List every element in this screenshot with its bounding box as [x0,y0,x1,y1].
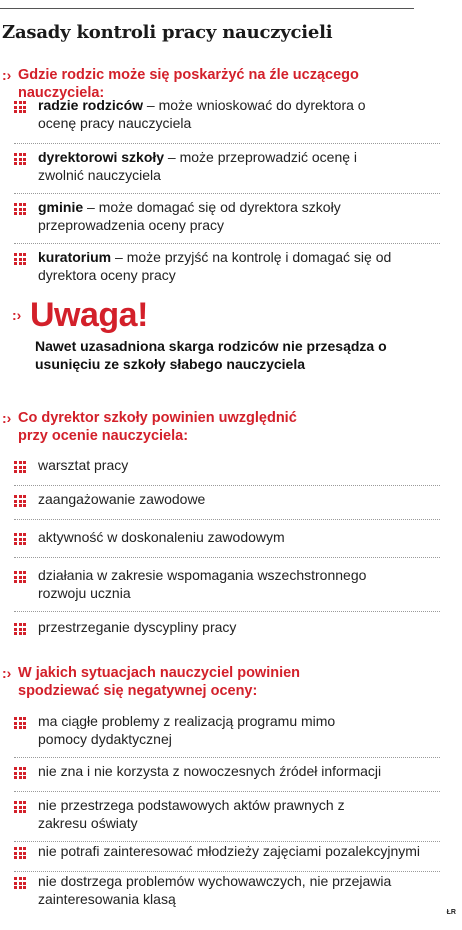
dot-grid-bullet-icon [14,618,36,636]
dot-grid-bullet-icon [14,796,36,814]
dot-grid-bullet-icon [14,490,36,508]
item-text: warsztat pracy [38,457,129,473]
author-mark: ŁR [446,909,456,916]
item-text: zaangażowanie zawodowe [38,491,206,507]
dot-grid-bullet-icon [14,148,36,166]
item-text: nie przestrzega podstawowych aktów prawnych z zakresu oświaty [38,797,345,831]
item-text: działania w zakresie wspomagania wszechstronnego rozwoju ucznia [38,567,367,601]
dot-grid-bullet-icon [14,566,36,584]
item-description: – może przyjść na kontrolę i domagać się od dyrektora oceny pracy [38,249,392,283]
page-title: Zasady kontroli pracy nauczycieli [2,22,333,43]
arrow-marker-icon: :› [2,67,12,83]
item-text: nie dostrzega problemów wychowawczych, nie przejawia zainteresowania klasą [38,873,392,907]
item-text: nie potrafi zainteresować młodzieży zajęciami pozalekcyjnymi [38,843,421,859]
arrow-marker-icon: :› [12,307,22,323]
list-item [14,566,440,612]
arrow-marker-icon: :› [2,665,12,681]
list-item [14,842,440,872]
arrow-marker-icon: :› [2,410,12,426]
item-description: – może domagać się od dyrektora szkoły przeprowadzenia oceny pracy [38,199,341,233]
warning-text: Nawet uzasadniona skarga rodziców nie przesądza o usunięciu ze szkoły słabego nauczyciela [35,338,387,372]
section-heading-text: W jakich sytuacjach nauczyciel powinien spodziewać się negatywnej oceny: [18,665,301,699]
dot-grid-bullet-icon [14,762,36,780]
warning-title: Uwaga! [30,296,148,334]
list-item [14,712,440,758]
section-heading-negative-evaluation [2,664,442,700]
dot-grid-bullet-icon [14,872,36,890]
list-item [14,618,440,642]
list-item [14,796,440,842]
dot-grid-bullet-icon [14,528,36,546]
item-text: aktywność w doskonaleniu zawodowym [38,529,285,545]
dot-grid-bullet-icon [14,198,36,216]
item-bold-label: dyrektorowi szkoły [38,149,165,165]
dot-grid-bullet-icon [14,248,36,266]
list-item [14,490,440,520]
item-description: – może wnioskować do dyrektora o ocenę pracy nauczyciela [38,97,366,131]
item-text: nie zna i nie korzysta z nowoczesnych źródeł informacji [38,763,382,779]
warning-heading [12,296,148,334]
item-text: ma ciągłe problemy z realizacją programu mimo pomocy dydaktycznej [38,713,336,747]
list-item [14,872,440,912]
list-item [14,248,440,288]
list-item [14,198,440,244]
section-heading-evaluation-criteria [2,409,442,445]
list-item [14,528,440,558]
item-bold-label: kuratorium [38,249,112,265]
item-description: – może przeprowadzić ocenę i zwolnić nauczyciela [38,149,358,183]
list-item [14,96,440,144]
list-item [14,456,440,486]
item-text: przestrzeganie dyscypliny pracy [38,619,237,635]
item-bold-label: radzie rodziców [38,97,144,113]
dot-grid-bullet-icon [14,712,36,730]
dot-grid-bullet-icon [14,456,36,474]
top-rule [0,8,414,9]
dot-grid-bullet-icon [14,96,36,114]
section-heading-text: Gdzie rodzic może się poskarżyć na źle uczącego nauczyciela: [18,67,359,101]
dot-grid-bullet-icon [14,842,36,860]
list-item [14,148,440,194]
section-heading-text: Co dyrektor szkoły powinien uwzględnić przy ocenie nauczyciela: [18,410,297,444]
item-bold-label: gminie [38,199,84,215]
list-item [14,762,440,792]
